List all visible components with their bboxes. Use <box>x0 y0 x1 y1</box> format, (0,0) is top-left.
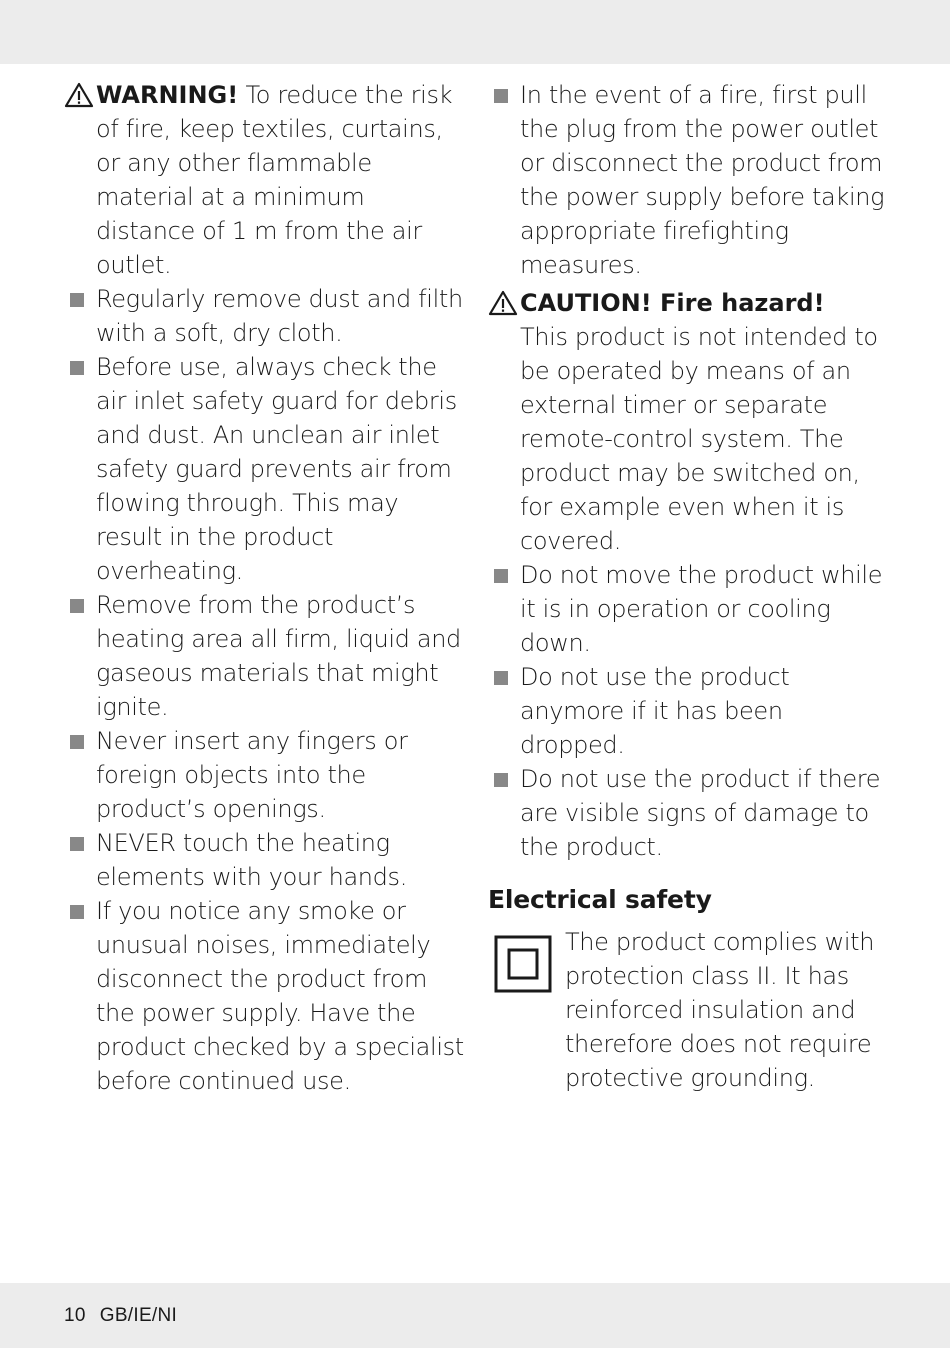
square-bullet-icon <box>70 735 84 749</box>
list-item-text: In the event of a fire, first pull the plug from the power outlet or disconnect the product from the power supply before taking appropriate firefighting measures. <box>520 81 885 279</box>
warning-triangle-icon <box>488 289 518 317</box>
list-item-text: Do not move the product while it is in operation or cooling down. <box>520 561 883 657</box>
list-item <box>488 660 888 762</box>
header-band <box>0 0 950 64</box>
list-item-text: Never insert any fingers or foreign objects into the product’s openings. <box>96 727 408 823</box>
list-item-text: Remove from the product’s heating area all firm, liquid and gaseous materials that might ignite. <box>96 591 461 721</box>
list-item <box>64 588 464 724</box>
list-item-text: Regularly remove dust and filth with a soft, dry cloth. <box>96 285 463 347</box>
list-item-text: Before use, always check the air inlet safety guard for debris and dust. An unclean air inlet safety guard prevents air from flowing through. This may result in the product overheating. <box>96 353 457 585</box>
section-heading-electrical-safety: Electrical safety <box>488 885 712 914</box>
list-item <box>488 78 888 282</box>
list-item <box>64 350 464 588</box>
protection-class-block <box>488 925 888 1095</box>
page-number: 10 <box>64 1305 86 1326</box>
caution-block <box>488 286 888 558</box>
list-item <box>488 762 888 864</box>
square-bullet-icon <box>494 89 508 103</box>
list-item-text: Do not use the product if there are visible signs of damage to the product. <box>520 765 881 861</box>
list-item-text: Do not use the product anymore if it has been dropped. <box>520 663 790 759</box>
caution-text: This product is not intended to be operated by means of an external timer or separate remote-control system. The product may be switched on, for example even when it is covered. <box>520 323 878 555</box>
square-bullet-icon <box>494 671 508 685</box>
warning-triangle-icon <box>64 81 94 109</box>
caution-label: CAUTION! Fire hazard! <box>520 289 825 317</box>
list-item <box>64 282 464 350</box>
locale-label: GB/IE/NI <box>99 1305 178 1326</box>
protection-class-text: The product complies with protection class II. It has reinforced insulation and therefore does not require protective grounding. <box>565 928 875 1092</box>
list-item <box>64 894 464 1098</box>
list-item-text: If you notice any smoke or unusual noises, immediately disconnect the product from the power supply. Have the product checked by a specialist before continued use. <box>96 897 464 1095</box>
list-item-text: NEVER touch the heating elements with your hands. <box>96 829 407 891</box>
warning-text: To reduce the risk of fire, keep textiles, curtains, or any other flammable material at a minimum distance of 1 m from the air outlet. <box>96 81 453 279</box>
square-bullet-icon <box>70 293 84 307</box>
square-bullet-icon <box>494 773 508 787</box>
square-bullet-icon <box>70 837 84 851</box>
list-item <box>64 826 464 894</box>
square-bullet-icon <box>70 361 84 375</box>
protection-class-ii-icon <box>494 935 552 993</box>
warning-block <box>64 78 464 282</box>
square-bullet-icon <box>494 569 508 583</box>
list-item <box>64 724 464 826</box>
footer <box>64 1305 177 1327</box>
square-bullet-icon <box>70 905 84 919</box>
left-column <box>64 78 464 1098</box>
right-column <box>488 78 888 1095</box>
warning-label: WARNING! <box>96 81 239 109</box>
square-bullet-icon <box>70 599 84 613</box>
list-item <box>488 558 888 660</box>
